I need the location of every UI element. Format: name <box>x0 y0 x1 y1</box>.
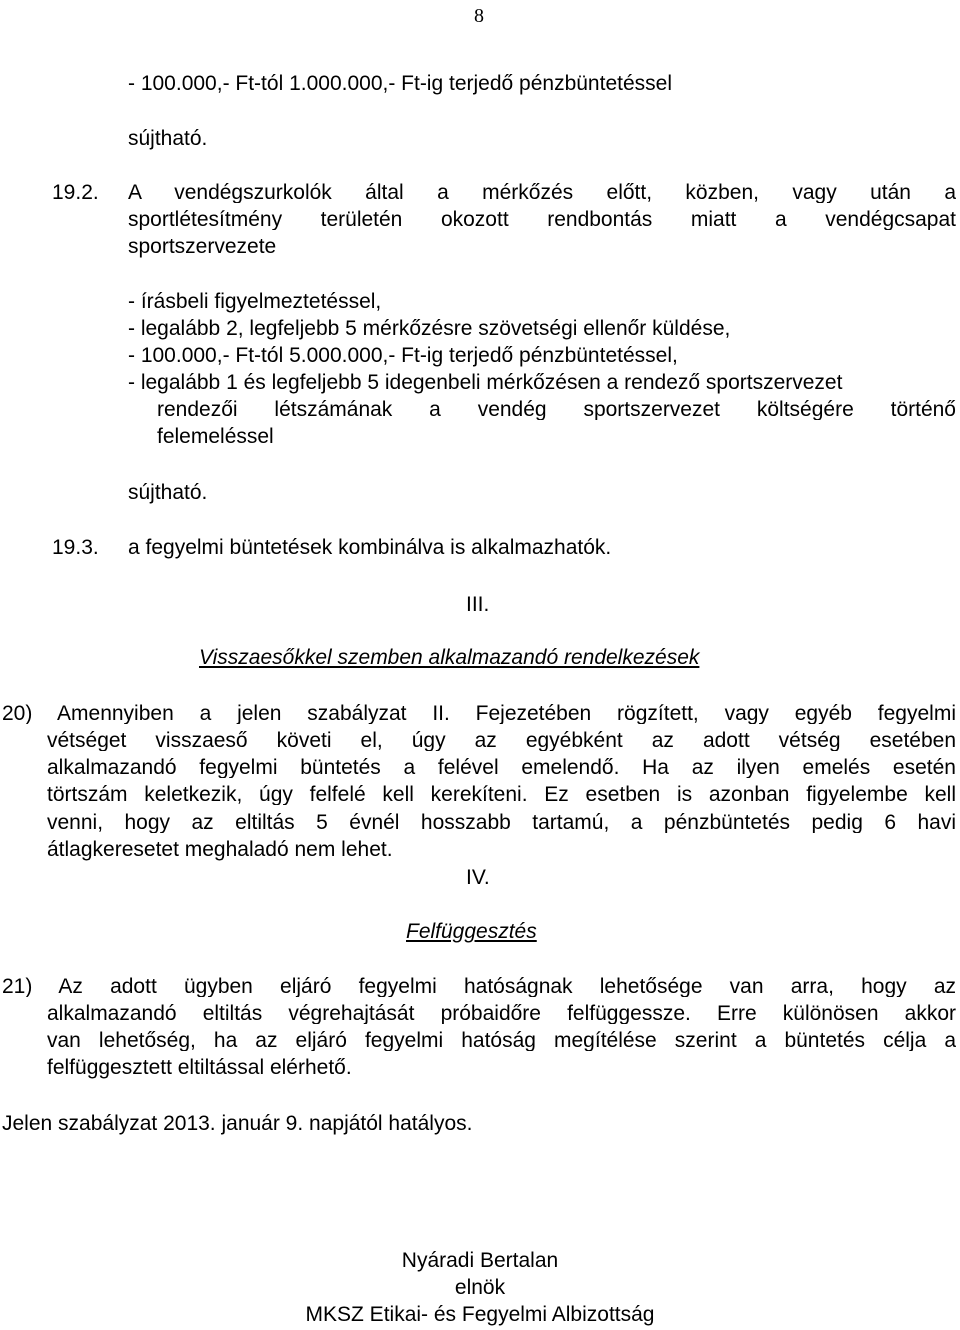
sujthato-text: sújtható. <box>128 481 208 504</box>
section-19-2-line-1: A vendégszurkolók által a mérkőzés előtt, közben, vagy után a <box>128 182 956 203</box>
list-item-inspector: - legalább 2, legfeljebb 5 mérkőzésre szövetségi ellenőr küldése, <box>128 317 731 340</box>
chapter-3-numeral: III. <box>466 593 490 616</box>
sujthato-text: sújtható. <box>128 127 208 150</box>
section-19-2-line-2: sportlétesítmény területén okozott rendbontás miatt a vendégcsapat <box>128 209 956 230</box>
paragraph-20-line-5: venni, hogy az eltiltás 5 évnél hosszabb tartamú, a pénzbüntetés pedig 6 havi <box>47 812 956 833</box>
paragraph-21-line-4: felfüggesztett eltiltással elérhető. <box>47 1056 352 1079</box>
list-item-fine: - 100.000,- Ft-tól 5.000.000,- Ft-ig terjedő pénzbüntetéssel, <box>128 344 678 367</box>
chapter-4-numeral: IV. <box>466 866 490 889</box>
signature-role: elnök <box>454 1276 506 1299</box>
effective-date: Jelen szabályzat 2013. január 9. napjától hatályos. <box>2 1112 473 1135</box>
paragraph-20-line-1: 20) Amennyiben a jelen szabályzat II. Fejezetében rögzített, vagy egyéb fegyelmi <box>2 703 956 724</box>
list-item-stewards: - legalább 1 és legfeljebb 5 idegenbeli mérkőzésen a rendező sportszervezet <box>128 371 843 394</box>
chapter-4-title: Felfüggesztés <box>406 920 537 943</box>
list-item-fine-range: - 100.000,- Ft-tól 1.000.000,- Ft-ig terjedő pénzbüntetéssel <box>128 72 672 95</box>
chapter-3-title: Visszaesőkkel szemben alkalmazandó rendelkezések <box>199 646 700 669</box>
list-item-written-warning: - írásbeli figyelmeztetéssel, <box>128 290 382 313</box>
section-number-19-3: 19.3. <box>52 536 99 559</box>
paragraph-20-line-2: vétséget visszaeső követi el, úgy az egyébként az adott vétség esetében <box>47 730 956 751</box>
signature-org: MKSZ Etikai- és Fegyelmi Albizottság <box>305 1303 655 1326</box>
page-number: 8 <box>474 5 484 27</box>
section-19-3-text: a fegyelmi büntetések kombinálva is alkalmazhatók. <box>128 536 612 559</box>
paragraph-21-line-2: alkalmazandó eltiltás végrehajtását próbaidőre felfüggessze. Erre különösen akkor <box>47 1003 956 1024</box>
section-19-2-line-3: sportszervezete <box>128 235 277 258</box>
paragraph-20-line-3: alkalmazandó fegyelmi büntetés a felével emelendő. Ha az ilyen emelés esetén <box>47 757 956 778</box>
paragraph-20-line-6: átlagkeresetet meghaladó nem lehet. <box>47 838 393 861</box>
paragraph-20-line-4: törtszám keletkezik, úgy felfelé kell kerekíteni. Ez esetben is azonban figyelembe kell <box>47 784 956 805</box>
section-number-19-2: 19.2. <box>52 181 99 204</box>
paragraph-21-line-1: 21) Az adott ügyben eljáró fegyelmi hatóságnak lehetősége van arra, hogy az <box>2 976 956 997</box>
list-item-stewards-cont-2: felemeléssel <box>157 425 274 448</box>
signature-name: Nyáradi Bertalan <box>401 1249 559 1272</box>
paragraph-21-line-3: van lehetőség, ha az eljáró fegyelmi hatóság megítélése szerint a büntetés célja a <box>47 1030 956 1051</box>
list-item-stewards-cont-1: rendezői létszámának a vendég sportszervezet költségére történő <box>157 399 956 420</box>
